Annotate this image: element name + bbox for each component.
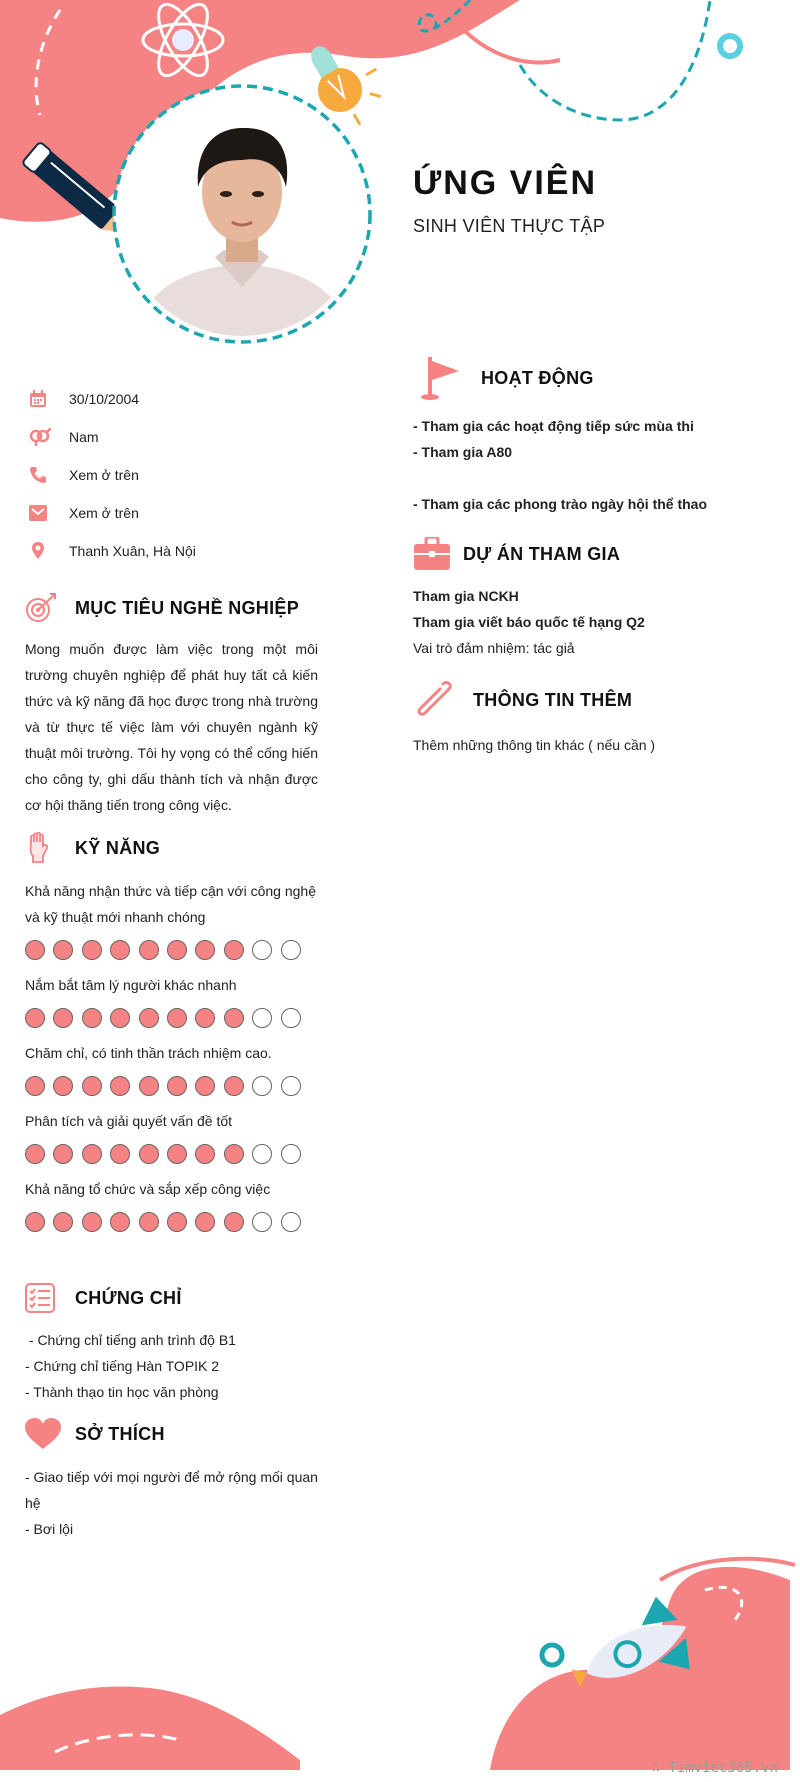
- certificate-item: - Chứng chỉ tiếng Hàn TOPIK 2: [25, 1358, 220, 1374]
- activity-item: [413, 465, 723, 491]
- project-item: Vai trò đảm nhiệm: tác giả: [413, 640, 575, 656]
- heart-icon: [25, 1418, 75, 1450]
- avatar: [110, 82, 375, 347]
- rating-dot-filled: [167, 940, 187, 960]
- target-icon: [25, 592, 75, 624]
- fist-icon: [25, 832, 75, 864]
- rating-dot-filled: [25, 940, 45, 960]
- certificates-section: [25, 1283, 318, 1405]
- paperclip-icon: [413, 680, 473, 720]
- rating-dot-empty: [281, 1144, 301, 1164]
- skill-name: Chăm chỉ, có tinh thần trách nhiệm cao.: [25, 1045, 272, 1061]
- candidate-role: SINH VIÊN THỰC TẬP: [413, 216, 606, 236]
- rating-dot-filled: [195, 1076, 215, 1096]
- rating-dot-filled: [25, 1144, 45, 1164]
- projects-list: [413, 583, 723, 661]
- section-title: CHỨNG CHỈ: [75, 1287, 182, 1308]
- rating-dot-filled: [25, 1076, 45, 1096]
- extra-text: Thêm những thông tin khác ( nếu cần ): [413, 737, 656, 753]
- rating-dot-filled: [139, 1076, 159, 1096]
- briefcase-icon: [413, 537, 463, 571]
- phone-icon: [25, 466, 69, 484]
- rating-dot-filled: [224, 1008, 244, 1028]
- activity-item: - Tham gia A80: [413, 444, 513, 460]
- skills-section: [25, 832, 318, 1244]
- contact-text: Xem ở trên: [69, 467, 139, 483]
- contact-gender: [25, 418, 325, 456]
- hobbies-heading: [25, 1418, 318, 1450]
- rating-dot-filled: [167, 1144, 187, 1164]
- rating-dot-empty: [281, 1008, 301, 1028]
- objective-text: Mong muốn được làm việc trong một môi trường chuyên nghiệp để phát huy tất cả kiến thức và kỹ năng đã học được trong nhà trường và từ thực tế việc làm với chuyên ngành kỹ thuật môi trường. Tôi hy vọng có thể cống hiến cho công ty, ghi dấu thành tích và nhận được cơ hội thăng tiến trong công việc.: [25, 641, 318, 813]
- rating-dot-filled: [110, 1076, 130, 1096]
- rating-dot-filled: [53, 1008, 73, 1028]
- hobbies-list: [25, 1464, 318, 1542]
- rating-dot-filled: [25, 1212, 45, 1232]
- certificate-item: - Chứng chỉ tiếng anh trình độ B1: [25, 1332, 236, 1348]
- section-title: SỞ THÍCH: [75, 1423, 165, 1444]
- rating-dot-filled: [53, 1076, 73, 1096]
- rating-dot-filled: [139, 1212, 159, 1232]
- rating-dot-filled: [110, 1212, 130, 1232]
- email-icon: [25, 504, 69, 522]
- certificate-item: - Thành thạo tin học văn phòng: [25, 1384, 219, 1400]
- extra-heading: [413, 680, 723, 720]
- rating-dot-filled: [195, 1144, 215, 1164]
- rating-dot-filled: [82, 1144, 102, 1164]
- hobby-item: - Bơi lội: [25, 1521, 74, 1537]
- rating-dot-filled: [139, 1008, 159, 1028]
- contact-address: [25, 532, 325, 570]
- skill-name: Phân tích và giải quyết vấn đề tốt: [25, 1113, 233, 1129]
- skill-name: Nắm bắt tâm lý người khác nhanh: [25, 977, 237, 993]
- rating-dot-empty: [252, 1008, 272, 1028]
- skill-name: Khả năng nhận thức và tiếp cận với công nghệ và kỹ thuật mới nhanh chóng: [25, 883, 316, 925]
- rating-dot-empty: [252, 1212, 272, 1232]
- rating-dot-empty: [252, 1144, 272, 1164]
- rating-dot-filled: [53, 940, 73, 960]
- footer-decoration: [0, 1540, 800, 1782]
- contact-list: [25, 380, 325, 570]
- rating-dot-filled: [224, 940, 244, 960]
- rating-dot-filled: [167, 1212, 187, 1232]
- location-icon: [25, 542, 69, 560]
- activity-item: - Tham gia các hoạt động tiếp sức mùa thi: [413, 418, 694, 434]
- skills-list: [25, 878, 318, 1232]
- rating-dot-filled: [195, 940, 215, 960]
- ring-decoration: [720, 36, 740, 56]
- rating-dot-empty: [252, 940, 272, 960]
- dashed-arc: [520, 0, 710, 120]
- section-title: HOẠT ĐỘNG: [481, 367, 594, 388]
- section-title: MỤC TIÊU NGHỀ NGHIỆP: [75, 597, 300, 618]
- footer-blob-left: [0, 1687, 300, 1770]
- gender-icon: [25, 428, 69, 446]
- contact-text: 30/10/2004: [69, 391, 140, 407]
- ring-decoration: [542, 1645, 562, 1665]
- activities-section: [413, 355, 723, 517]
- skill-rating: [25, 1212, 318, 1232]
- rating-dot-filled: [110, 1008, 130, 1028]
- rating-dot-empty: [281, 1076, 301, 1096]
- skill-rating: [25, 1144, 318, 1164]
- objective-section: [25, 592, 318, 818]
- section-title: THÔNG TIN THÊM: [473, 689, 633, 710]
- profile-photo: [110, 82, 375, 347]
- rating-dot-filled: [110, 1144, 130, 1164]
- section-title: KỸ NĂNG: [75, 837, 161, 858]
- rating-dot-empty: [281, 1212, 301, 1232]
- rating-dot-filled: [167, 1076, 187, 1096]
- rating-dot-filled: [82, 1212, 102, 1232]
- rating-dot-filled: [224, 1076, 244, 1096]
- rating-dot-empty: [281, 940, 301, 960]
- projects-section: [413, 537, 723, 661]
- rating-dot-filled: [195, 1212, 215, 1232]
- section-title: DỰ ÁN THAM GIA: [463, 543, 621, 564]
- extra-section: [413, 680, 723, 758]
- rating-dot-filled: [195, 1008, 215, 1028]
- rating-dot-filled: [53, 1212, 73, 1232]
- calendar-icon: [25, 390, 69, 408]
- projects-heading: [413, 537, 723, 571]
- contact-birthday: [25, 380, 325, 418]
- rating-dot-filled: [110, 940, 130, 960]
- activity-item: - Tham gia các phong trào ngày hội thể thao: [413, 496, 708, 512]
- certificates-heading: [25, 1283, 318, 1313]
- activities-heading: [413, 355, 723, 401]
- rating-dot-filled: [139, 940, 159, 960]
- certificates-list: [25, 1327, 318, 1405]
- contact-phone: [25, 456, 325, 494]
- rating-dot-filled: [82, 1076, 102, 1096]
- rating-dot-empty: [252, 1076, 272, 1096]
- checklist-icon: [25, 1283, 75, 1313]
- rating-dot-filled: [224, 1144, 244, 1164]
- contact-text: Xem ở trên: [69, 505, 139, 521]
- skill-rating: [25, 940, 318, 960]
- rating-dot-filled: [167, 1008, 187, 1028]
- activities-list: [413, 413, 723, 517]
- rating-dot-filled: [25, 1008, 45, 1028]
- rating-dot-filled: [224, 1212, 244, 1232]
- contact-text: Nam: [69, 429, 99, 445]
- objective-heading: [25, 592, 318, 624]
- flag-icon: [413, 355, 481, 401]
- rating-dot-filled: [53, 1144, 73, 1164]
- skills-heading: [25, 832, 318, 864]
- skill-rating: [25, 1008, 318, 1028]
- project-item: Tham gia NCKH: [413, 588, 519, 604]
- contact-email: [25, 494, 325, 532]
- contact-text: Thanh Xuân, Hà Nội: [69, 543, 196, 559]
- rating-dot-filled: [82, 1008, 102, 1028]
- rating-dot-filled: [82, 940, 102, 960]
- hobbies-section: [25, 1418, 318, 1542]
- skill-rating: [25, 1076, 318, 1096]
- rating-dot-filled: [139, 1144, 159, 1164]
- candidate-name: ỨNG VIÊN: [413, 164, 598, 202]
- hobby-item: - Giao tiếp với mọi người để mở rộng mối quan hệ: [25, 1469, 318, 1511]
- watermark: ∴ Timviec365.vn: [651, 1760, 778, 1776]
- skill-name: Khả năng tổ chức và sắp xếp công việc: [25, 1181, 271, 1197]
- project-item: Tham gia viết báo quốc tế hạng Q2: [413, 614, 645, 630]
